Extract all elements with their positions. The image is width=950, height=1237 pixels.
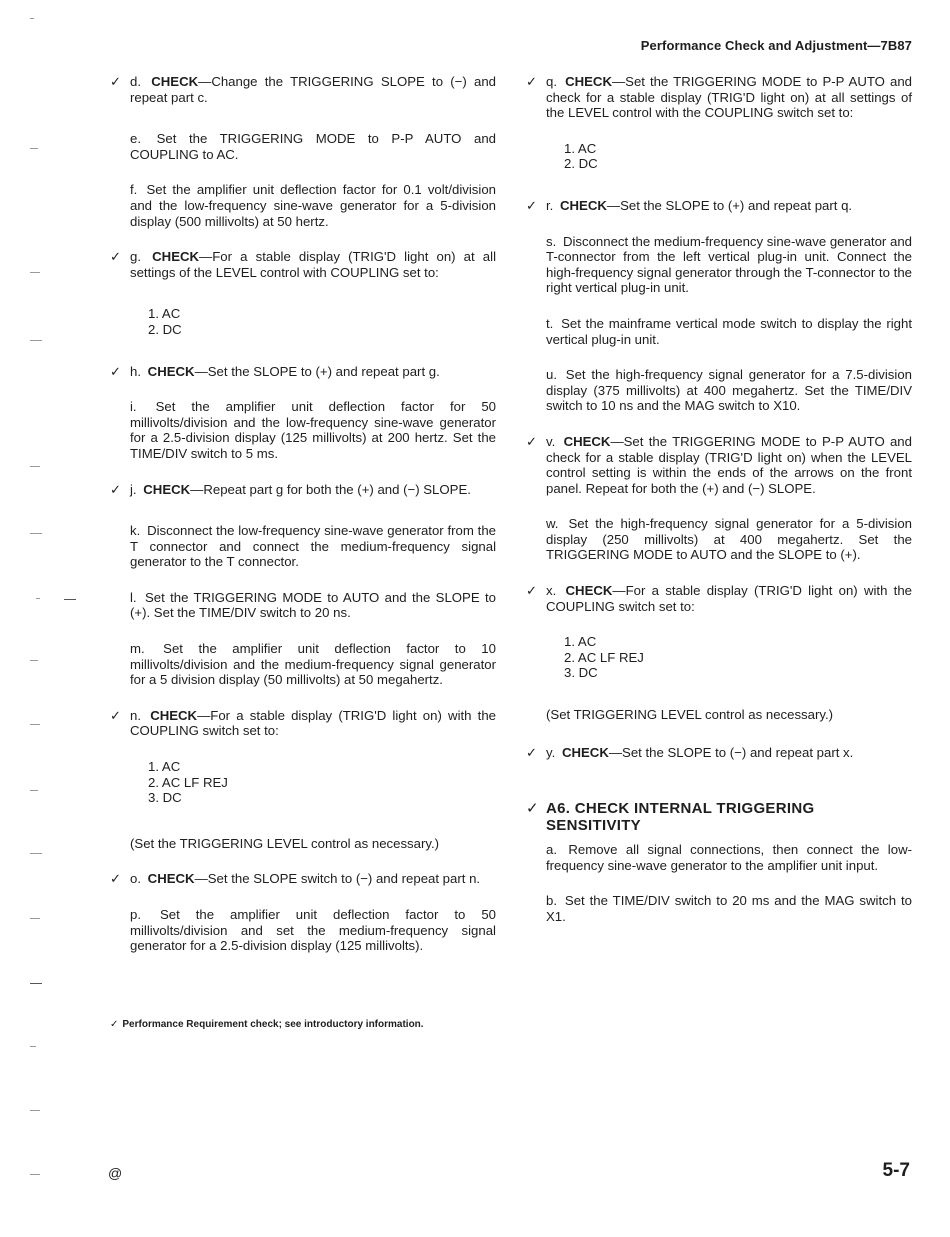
page-number: 5-7 <box>882 1160 910 1181</box>
step-label: n. <box>130 707 141 723</box>
margin-mark <box>30 1046 36 1047</box>
step-text: Disconnect the low-frequency sine-wave generator from the T connector and connect the medium-frequency signal generator to the T connector. <box>130 523 496 570</box>
step-text: Remove all signal connections, then connect the low-frequency sine-wave generator to the amplifier unit input. <box>546 842 912 873</box>
step-text: —Set the SLOPE switch to (−) and repeat part n. <box>194 871 481 887</box>
step-text: —Set the SLOPE to (−) and repeat part x. <box>608 744 854 760</box>
step-text: —Set the SLOPE to (+) and repeat part q. <box>606 197 853 213</box>
step-label: e. <box>130 131 141 147</box>
check-mark-icon: ✓ <box>110 707 122 723</box>
procedure-step <box>526 316 912 347</box>
step-text: —For a stable display (TRIG'D light on) at all settings of the LEVEL control with COUPLING set to: <box>130 249 496 280</box>
check-mark-icon: ✓ <box>526 74 538 89</box>
margin-mark <box>30 340 42 341</box>
list-item: 1. AC <box>148 306 181 322</box>
margin-mark <box>30 533 42 534</box>
procedure-step <box>110 641 496 688</box>
setting-list <box>110 759 496 806</box>
check-keyword: CHECK <box>561 744 609 760</box>
margin-mark <box>30 853 42 854</box>
check-keyword: CHECK <box>560 197 607 213</box>
right-column <box>526 74 912 941</box>
procedure-step <box>110 131 496 162</box>
step-text: Set the amplifier unit deflection factor to 10 millivolts/division and the medium-frequency signal generator for a 5 division display (50 millivolts) at 50 megahertz. <box>130 641 496 688</box>
note: (Set TRIGGERING LEVEL control as necessary.) <box>546 707 834 723</box>
step-label: j. <box>130 481 137 497</box>
margin-mark <box>30 18 34 19</box>
procedure-step <box>110 399 496 461</box>
margin-mark <box>30 983 42 984</box>
check-step <box>526 198 912 214</box>
check-step <box>526 745 912 761</box>
check-mark-icon: ✓ <box>526 744 538 760</box>
margin-mark <box>30 660 38 661</box>
step-label: k. <box>130 523 141 539</box>
step-label: q. <box>546 74 557 89</box>
margin-mark <box>30 724 40 725</box>
check-keyword: CHECK <box>147 871 195 887</box>
margin-mark <box>30 148 38 149</box>
check-step <box>110 364 496 380</box>
procedure-step <box>526 842 912 873</box>
check-mark-icon: ✓ <box>526 800 539 818</box>
step-label: p. <box>130 907 141 922</box>
list-item: 2. AC LF REJ <box>564 649 644 665</box>
list-item: 3. DC <box>564 665 598 681</box>
step-text: —For a stable display (TRIG'D light on) with the COUPLING switch set to: <box>130 707 496 739</box>
section-heading <box>526 800 912 834</box>
step-text: Set the amplifier unit deflection factor to 50 millivolts/division and set the medium-frequency signal generator for a 2.5-division display (125 millivolts). <box>130 907 496 954</box>
margin-mark <box>64 599 76 600</box>
running-header: Performance Check and Adjustment—7B87 <box>640 38 912 53</box>
section-title-text: A6. CHECK INTERNAL TRIGGERING SENSITIVITY <box>546 800 815 835</box>
step-text: —For a stable display (TRIG'D light on) with the COUPLING switch set to: <box>546 583 912 614</box>
check-step <box>110 708 496 739</box>
step-label: i. <box>130 399 137 415</box>
step-label: h. <box>130 363 141 379</box>
check-mark-icon: ✓ <box>526 433 538 449</box>
check-mark-icon: ✓ <box>526 197 538 213</box>
list-item: 2. AC LF REJ <box>148 774 228 790</box>
check-step <box>526 583 912 614</box>
step-text: Disconnect the medium-frequency sine-wave generator and T-connector from the left vertical plug-in unit. Connect the high-frequency signal generator through the T-connector to the right vertical plug-in unit. <box>546 233 912 296</box>
step-label: s. <box>546 233 557 249</box>
check-keyword: CHECK <box>151 74 199 89</box>
step-label: x. <box>546 583 557 599</box>
setting-list <box>110 306 496 337</box>
step-text: —Set the TRIGGERING MODE to P-P AUTO and check for a stable display (TRIG'D light on) when the LEVEL control setting is within the ends of the arrows on the front panel. Repeat for both the (+) and (−) SLOPE. <box>546 433 912 496</box>
step-label: g. <box>130 249 141 265</box>
step-label: m. <box>130 641 145 657</box>
check-keyword: CHECK <box>152 249 200 265</box>
step-label: y. <box>546 744 556 760</box>
setting-list <box>526 634 912 681</box>
step-label: a. <box>546 842 557 858</box>
check-keyword: CHECK <box>147 363 195 379</box>
check-mark-icon: ✓ <box>110 1019 119 1030</box>
step-text: Set the high-frequency signal generator for a 5-division display (250 millivolts) at 400 megahertz. Set the TRIGGERING MODE to AUTO and the SLOPE to (+). <box>546 516 912 563</box>
step-label: l. <box>130 589 137 605</box>
step-text: Set the mainframe vertical mode switch to display the right vertical plug-in unit. <box>546 315 912 347</box>
procedure-step <box>526 234 912 296</box>
check-step <box>526 74 912 121</box>
step-label: u. <box>546 367 557 383</box>
procedure-step <box>110 907 496 954</box>
footer-mark: @ <box>108 1165 123 1181</box>
check-mark-icon: ✓ <box>110 74 122 89</box>
step-text: Set the TRIGGERING MODE to P-P AUTO and COUPLING to AC. <box>130 131 496 162</box>
step-text: —Repeat part g for both the (+) and (−) SLOPE. <box>190 481 471 497</box>
note: (Set the TRIGGERING LEVEL control as necessary.) <box>130 835 440 851</box>
margin-mark <box>30 466 40 467</box>
check-mark-icon: ✓ <box>526 583 538 599</box>
procedure-step <box>110 590 496 621</box>
step-text: Set the amplifier unit deflection factor for 0.1 volt/division and the low-frequency sine-wave generator for a 5-division display (500 millivolts) at 50 hertz. <box>130 182 496 229</box>
check-keyword: CHECK <box>143 481 191 497</box>
left-column <box>110 74 496 970</box>
check-keyword: CHECK <box>563 433 611 449</box>
procedure-step <box>526 367 912 414</box>
check-step <box>110 249 496 280</box>
step-label: o. <box>130 871 141 887</box>
step-text: Set the high-frequency signal generator for a 7.5-division display (375 millivolts) at 400 megahertz. Set the TIME/DIV switch to 10 ns and the MAG switch to X10. <box>546 367 912 414</box>
step-text: Set the TRIGGERING MODE to AUTO and the SLOPE to (+). Set the TIME/DIV switch to 20 ns. <box>130 589 496 621</box>
footnote <box>110 1019 424 1031</box>
check-keyword: CHECK <box>565 583 613 599</box>
step-text: —Set the TRIGGERING MODE to P-P AUTO and check for a stable display (TRIG'D light on) at all settings of the LEVEL control with the COUPLING switch set to: <box>546 74 912 121</box>
check-keyword: CHECK <box>565 74 612 89</box>
step-text: —Set the SLOPE to (+) and repeat part g. <box>194 363 440 379</box>
list-item: 1. AC <box>564 634 597 650</box>
step-text: Set the amplifier unit deflection factor for 50 millivolts/division and the low-frequency sine-wave generator for a 2.5-division display (125 millivolts) at 200 hertz. Set the TIME/DIV switch to 5 ms. <box>130 399 496 461</box>
list-item: 1. AC <box>148 759 181 775</box>
margin-mark <box>30 1110 40 1111</box>
procedure-step <box>110 182 496 229</box>
step-label: w. <box>546 516 559 532</box>
check-mark-icon: ✓ <box>110 249 122 265</box>
check-mark-icon: ✓ <box>110 363 122 379</box>
check-keyword: CHECK <box>150 707 198 723</box>
step-label: b. <box>546 893 557 909</box>
list-item: 3. DC <box>148 790 182 806</box>
margin-mark <box>36 598 40 599</box>
check-mark-icon: ✓ <box>110 871 122 887</box>
procedure-step <box>526 516 912 563</box>
procedure-step <box>110 523 496 570</box>
list-item: 2. DC <box>148 321 182 337</box>
check-step <box>110 74 496 105</box>
setting-list <box>526 141 912 172</box>
step-label: t. <box>546 315 554 331</box>
step-text: Set the TIME/DIV switch to 20 ms and the MAG switch to X1. <box>546 893 912 924</box>
step-label: d. <box>130 74 141 89</box>
margin-mark <box>30 790 38 791</box>
step-label: f. <box>130 182 138 198</box>
check-step <box>526 434 912 496</box>
step-label: r. <box>546 197 554 213</box>
step-text: —Change the TRIGGERING SLOPE to (−) and repeat part c. <box>130 74 496 105</box>
margin-mark <box>30 272 40 273</box>
check-mark-icon: ✓ <box>110 481 122 497</box>
check-step <box>110 482 496 498</box>
footnote-text: Performance Requirement check; see introductory information. <box>122 1019 424 1030</box>
list-item: 1. AC <box>564 140 597 156</box>
margin-mark <box>30 918 40 919</box>
procedure-step <box>526 893 912 924</box>
list-item: 2. DC <box>564 156 598 172</box>
check-step <box>110 871 496 887</box>
margin-mark <box>30 1174 40 1175</box>
step-label: v. <box>546 433 556 449</box>
